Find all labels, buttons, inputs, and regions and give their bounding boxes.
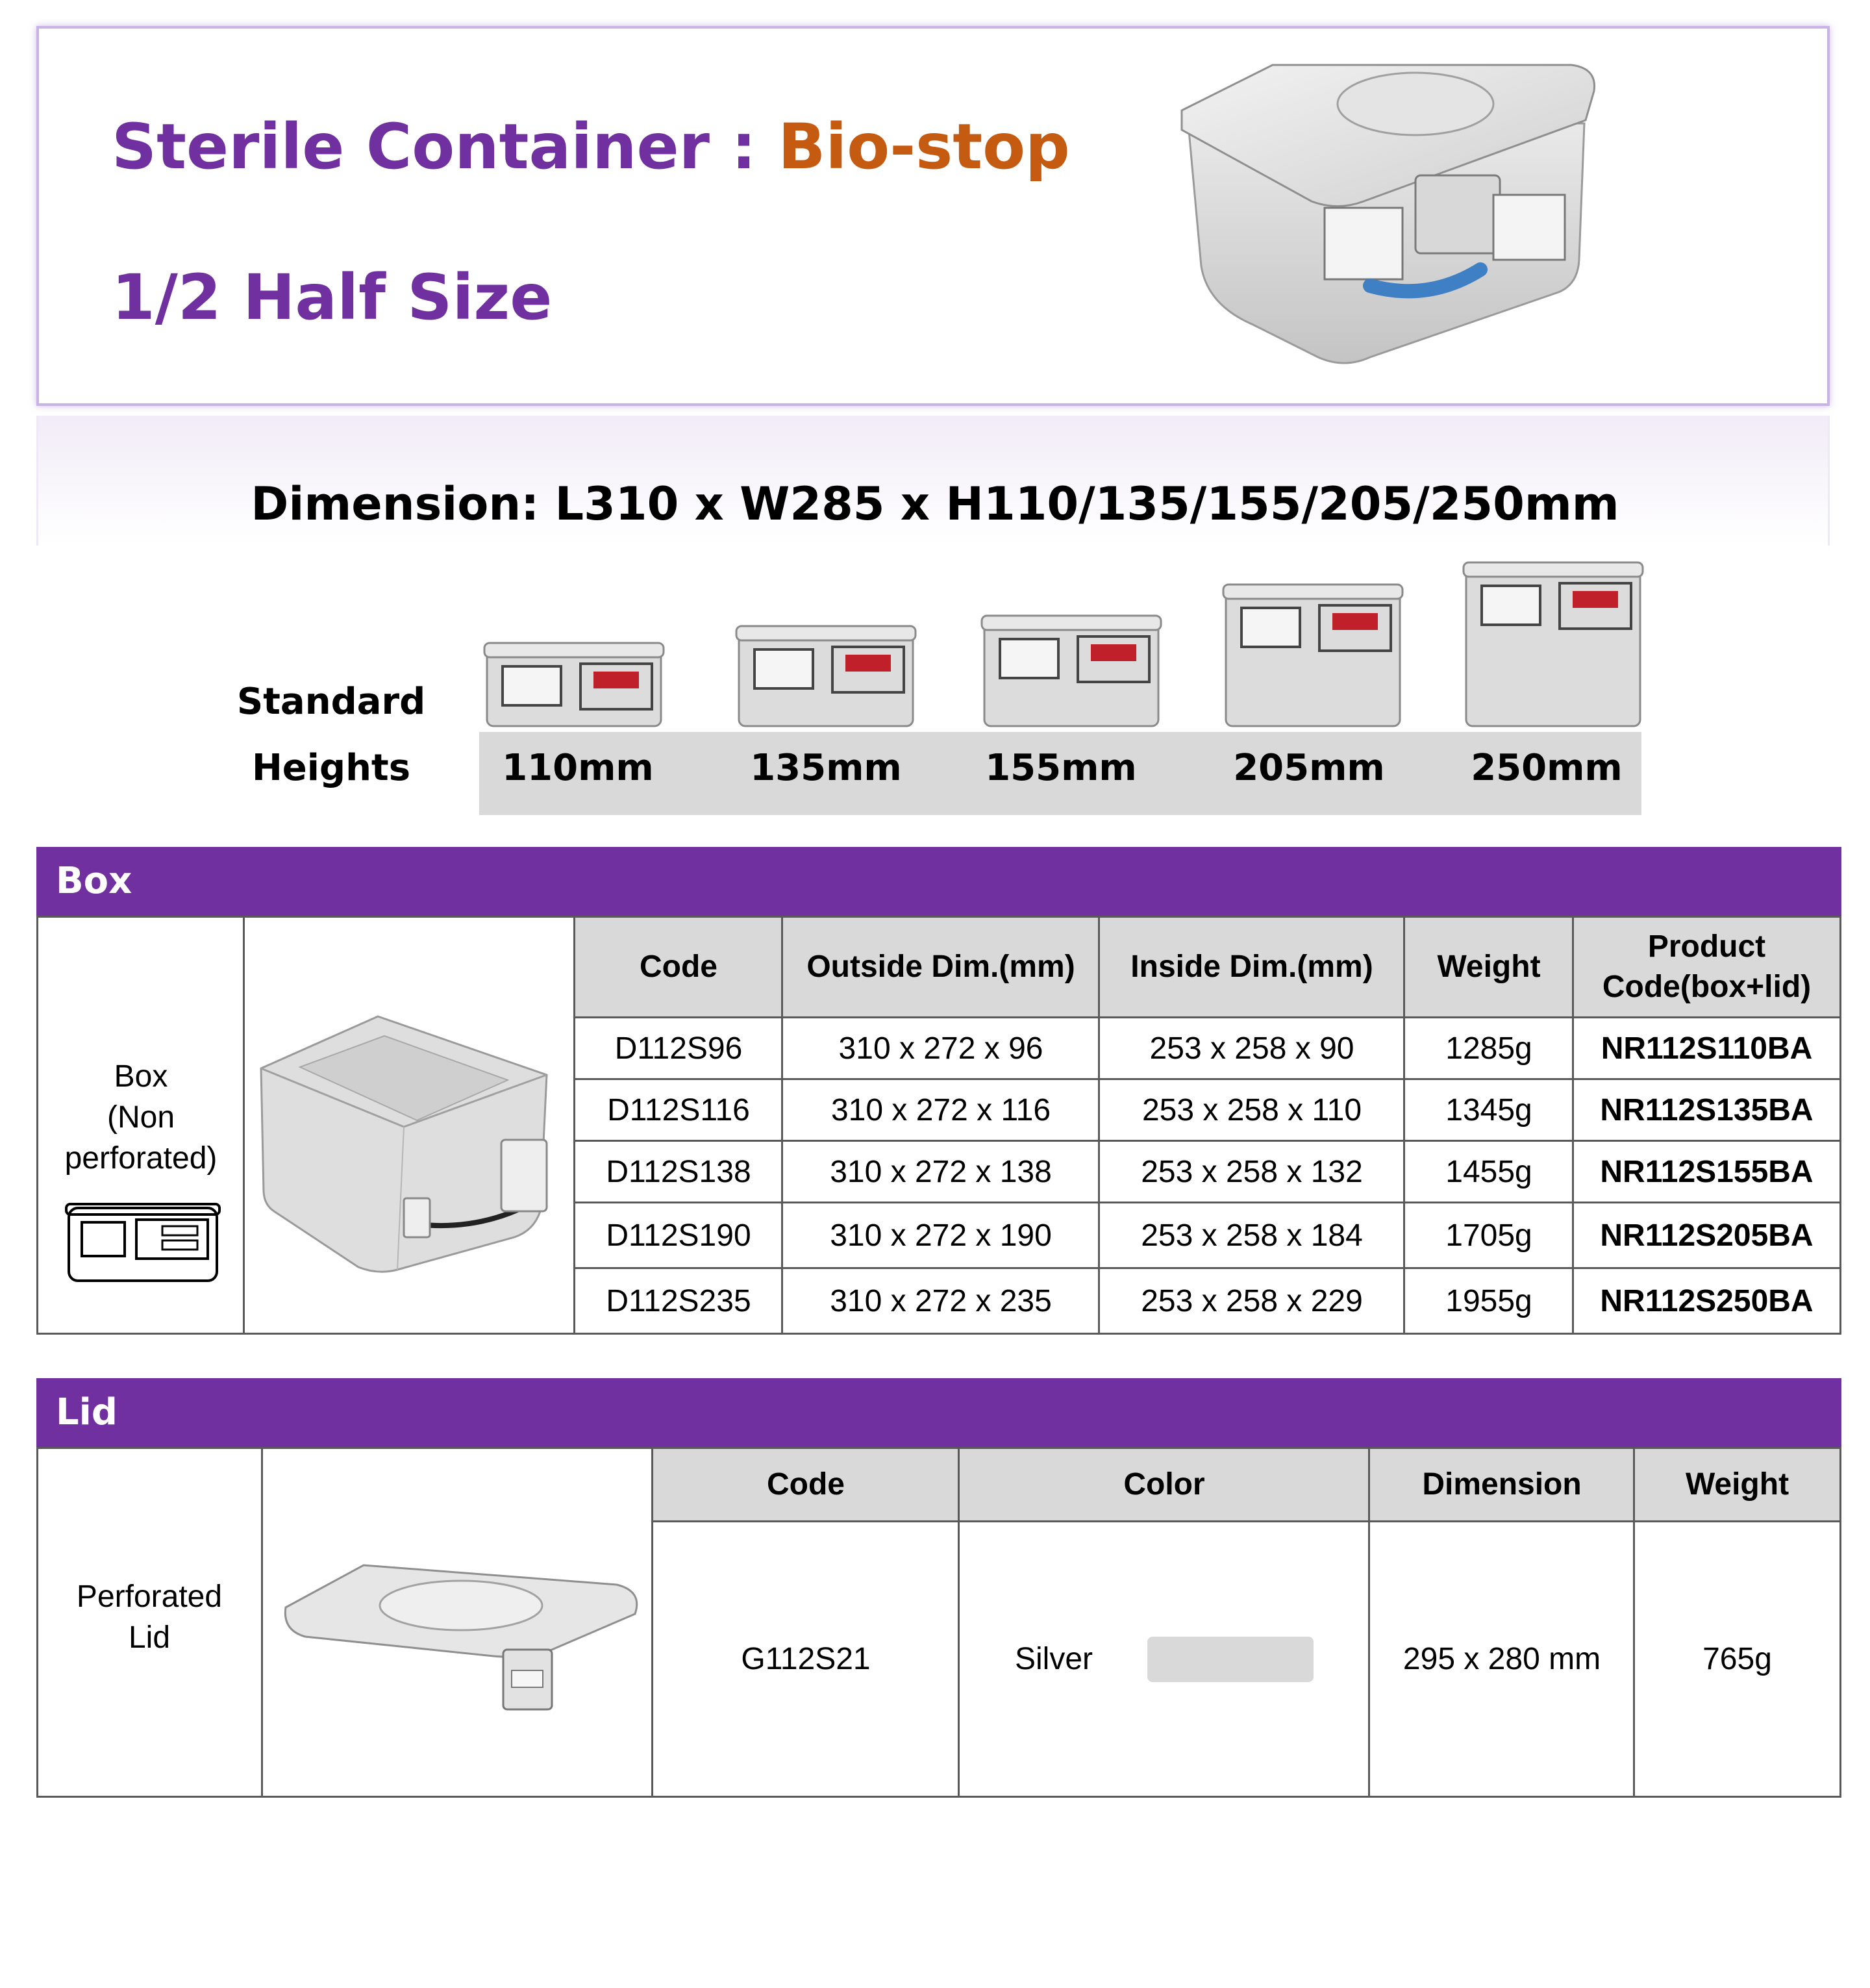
- container-155-image: [980, 610, 1162, 729]
- height-110: 110mm: [502, 747, 654, 789]
- box-r4-code: D112S190: [606, 1218, 751, 1253]
- box-label-line1: Box: [114, 1059, 168, 1094]
- box-label-line2: (Non: [106, 1100, 175, 1135]
- box-r3-product-code: NR112S155BA: [1600, 1154, 1814, 1189]
- box-grid-line: [573, 1267, 1841, 1269]
- box-col-code: Code: [575, 918, 782, 1016]
- height-205: 205mm: [1233, 747, 1385, 789]
- box-r2-inside: 253 x 258 x 110: [1141, 1092, 1362, 1127]
- box-grid-line: [573, 916, 575, 1335]
- lid-col-color: Color: [960, 1449, 1369, 1520]
- box-grid-line: [1403, 916, 1405, 1335]
- box-r2-code: D112S116: [607, 1092, 750, 1127]
- container-135-image: [735, 621, 917, 729]
- box-r3-code: D112S138: [606, 1154, 751, 1189]
- lid-color-cell: [960, 1522, 1369, 1796]
- box-r1-weight: 1285g: [1445, 1031, 1532, 1066]
- lid-grid-line: [651, 1447, 653, 1798]
- title-accent: Bio-stop: [778, 110, 1070, 183]
- box-grid-line: [781, 916, 783, 1335]
- title-main: Sterile Container :: [112, 110, 779, 183]
- box-row-label: [38, 1039, 243, 1195]
- silver-swatch: [1147, 1637, 1314, 1682]
- box-r2-outside: 310 x 272 x 116: [830, 1092, 1051, 1127]
- box-r3-outside: 310 x 272 x 138: [830, 1154, 1052, 1189]
- lid-color-name: Silver: [1014, 1642, 1093, 1676]
- height-155: 155mm: [985, 747, 1137, 789]
- standard-heights-label: [221, 669, 442, 801]
- page-subtitle: 1/2 Half Size: [112, 261, 553, 334]
- box-r1-code: D112S96: [614, 1031, 743, 1066]
- container-product-image: [1156, 52, 1604, 377]
- standard-label-line2: Heights: [251, 747, 411, 789]
- box-grid-line: [1572, 916, 1574, 1335]
- box-r5-inside: 253 x 258 x 229: [1141, 1283, 1363, 1318]
- box-outline-icon: [65, 1202, 221, 1285]
- box-r5-product-code: NR112S250BA: [1600, 1283, 1814, 1318]
- box-label-line3: perforated): [64, 1140, 218, 1176]
- lid-grid-line: [651, 1520, 1841, 1522]
- box-r5-code: D112S235: [606, 1283, 751, 1318]
- box-grid-line: [573, 1078, 1841, 1080]
- lid-grid-line: [1368, 1447, 1370, 1798]
- box-r3-inside: 253 x 258 x 132: [1141, 1154, 1363, 1189]
- lid-col-weight: Weight: [1635, 1449, 1839, 1520]
- lid-label-line2: Lid: [128, 1620, 171, 1655]
- lid-product-image: [279, 1546, 643, 1721]
- box-grid-line: [243, 916, 245, 1335]
- lid-grid-line: [958, 1447, 960, 1798]
- page-title: [112, 110, 1070, 183]
- lid-row-label: [38, 1559, 260, 1676]
- box-r2-weight: 1345g: [1445, 1092, 1532, 1127]
- box-r4-inside: 253 x 258 x 184: [1141, 1218, 1363, 1253]
- box-r4-weight: 1705g: [1445, 1218, 1532, 1253]
- box-grid-line: [1098, 916, 1100, 1335]
- box-grid-line: [573, 1016, 1841, 1018]
- box-col-inside: Inside Dim.(mm): [1100, 918, 1404, 1016]
- box-section-header: Box: [36, 847, 1841, 916]
- dimension-text: Dimension: L310 x W285 x H110/135/155/205/250mm: [251, 477, 1619, 531]
- lid-code: G112S21: [741, 1642, 871, 1676]
- box-r1-outside: 310 x 272 x 96: [838, 1031, 1043, 1066]
- lid-col-code: Code: [653, 1449, 958, 1520]
- container-250-image: [1462, 557, 1644, 729]
- box-r1-product-code: NR112S110BA: [1601, 1031, 1813, 1066]
- box-r5-outside: 310 x 272 x 235: [830, 1283, 1052, 1318]
- box-col-outside: Outside Dim.(mm): [783, 918, 1099, 1016]
- lid-label-line1: Perforated: [76, 1579, 223, 1614]
- box-r3-weight: 1455g: [1445, 1154, 1532, 1189]
- container-110-image: [483, 638, 665, 729]
- height-135: 135mm: [750, 747, 902, 789]
- standard-label-line1: Standard: [236, 681, 426, 723]
- lid-grid-line: [261, 1447, 263, 1798]
- lid-section-header: Lid: [36, 1378, 1841, 1447]
- box-r1-inside: 253 x 258 x 90: [1149, 1031, 1354, 1066]
- box-grid-line: [573, 1202, 1841, 1203]
- box-col-weight: Weight: [1405, 918, 1573, 1016]
- lid-col-dimension: Dimension: [1370, 1449, 1634, 1520]
- lid-weight: 765g: [1702, 1642, 1772, 1676]
- box-grid-line: [573, 1140, 1841, 1142]
- box-product-image: [255, 1010, 566, 1276]
- box-r5-weight: 1955g: [1445, 1283, 1532, 1318]
- box-col-product-code: Product Code(box+lid): [1574, 918, 1839, 1016]
- container-205-image: [1222, 579, 1404, 729]
- box-r2-product-code: NR112S135BA: [1600, 1092, 1814, 1127]
- lid-grid-line: [1633, 1447, 1635, 1798]
- height-250: 250mm: [1471, 747, 1623, 789]
- box-r4-outside: 310 x 272 x 190: [830, 1218, 1052, 1253]
- box-r4-product-code: NR112S205BA: [1600, 1218, 1814, 1253]
- lid-dimension: 295 x 280 mm: [1402, 1642, 1601, 1676]
